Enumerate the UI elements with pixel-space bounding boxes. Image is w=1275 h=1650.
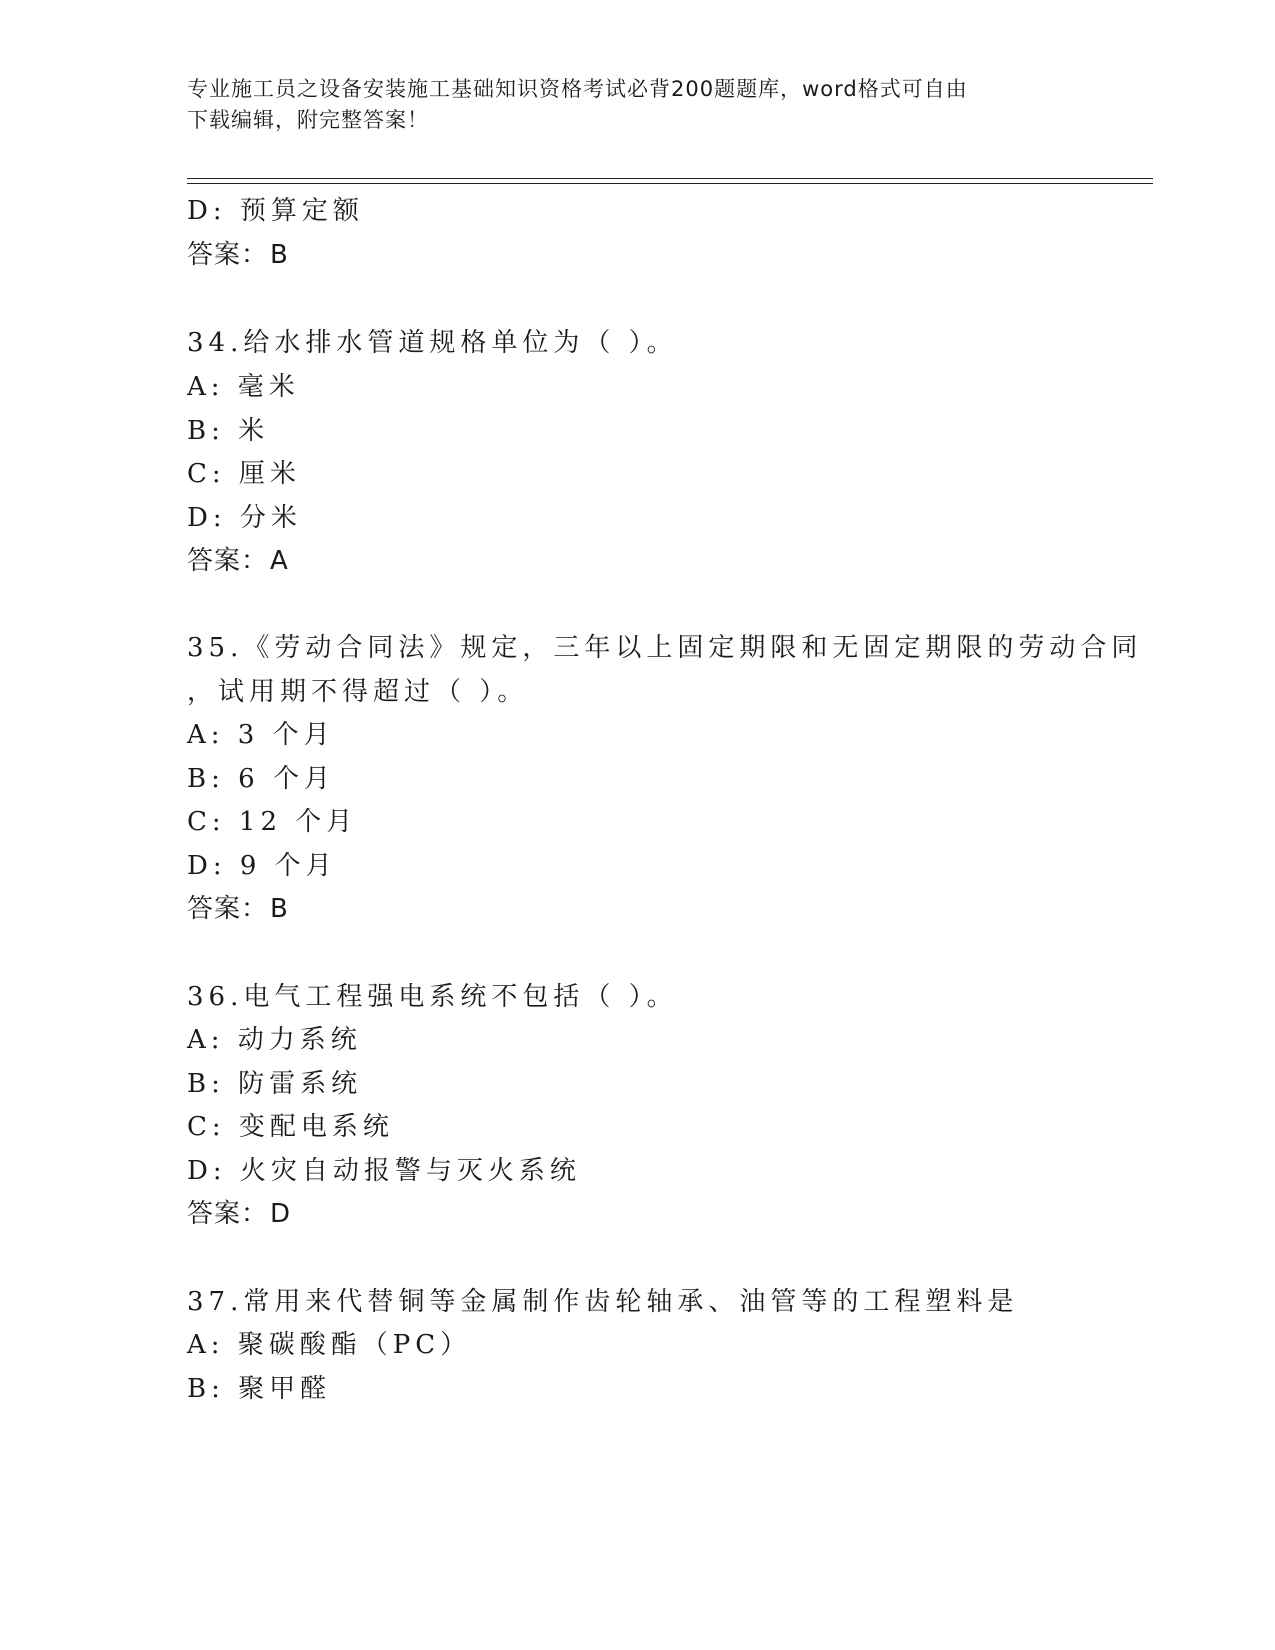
q33-option-d: D: 预算定额 <box>187 196 364 226</box>
header-divider-bottom <box>187 183 1153 184</box>
answer-label: 答案： <box>187 240 269 270</box>
answer-value: D <box>270 1199 292 1229</box>
q35-answer <box>187 894 289 924</box>
header-line-1: 专业施工员之设备安装施工基础知识资格考试必背200题题库，word格式可自由 <box>187 77 968 101</box>
q36-option-a: A: 动力系统 <box>187 1025 362 1055</box>
answer-value: B <box>270 894 289 924</box>
q35-option-d: D: 9 个月 <box>187 851 337 881</box>
q34-option-d: D: 分米 <box>187 503 302 533</box>
document-header <box>187 74 1087 136</box>
q34-stem: 34.给水排水管道规格单位为（ ）。 <box>187 328 678 358</box>
q37-option-a: A: 聚碳酸酯（PC） <box>187 1330 472 1360</box>
q35-option-a: A: 3 个月 <box>187 720 335 750</box>
q35-option-c: C: 12 个月 <box>187 807 358 837</box>
q33-answer <box>187 240 289 270</box>
q34-answer <box>187 546 289 576</box>
answer-value: A <box>270 546 289 576</box>
answer-label: 答案： <box>187 894 269 924</box>
q35-option-b: B: 6 个月 <box>187 764 335 794</box>
q37-stem: 37.常用来代替铜等金属制作齿轮轴承、油管等的工程塑料是 <box>187 1287 1019 1317</box>
q35-stem-line-1: 35.《劳动合同法》规定，三年以上固定期限和无固定期限的劳动合同 <box>187 633 1143 663</box>
q36-option-c: C: 变配电系统 <box>187 1112 394 1142</box>
header-divider-top <box>187 178 1153 179</box>
q34-option-a: A: 毫米 <box>187 372 300 402</box>
q36-option-d: D: 火灾自动报警与灭火系统 <box>187 1156 581 1186</box>
q35-stem-line-2: ，试用期不得超过（ ）。 <box>187 677 529 707</box>
answer-value: B <box>270 240 289 270</box>
answer-label: 答案： <box>187 546 269 576</box>
q34-option-b: B: 米 <box>187 416 270 446</box>
q36-option-b: B: 防雷系统 <box>187 1069 363 1099</box>
q36-stem: 36.电气工程强电系统不包括（ ）。 <box>187 982 678 1012</box>
q34-option-c: C: 厘米 <box>187 459 301 489</box>
answer-label: 答案： <box>187 1199 269 1229</box>
header-line-2: 下载编辑，附完整答案！ <box>187 108 429 132</box>
q36-answer <box>187 1199 291 1229</box>
q37-option-b: B: 聚甲醛 <box>187 1374 332 1404</box>
